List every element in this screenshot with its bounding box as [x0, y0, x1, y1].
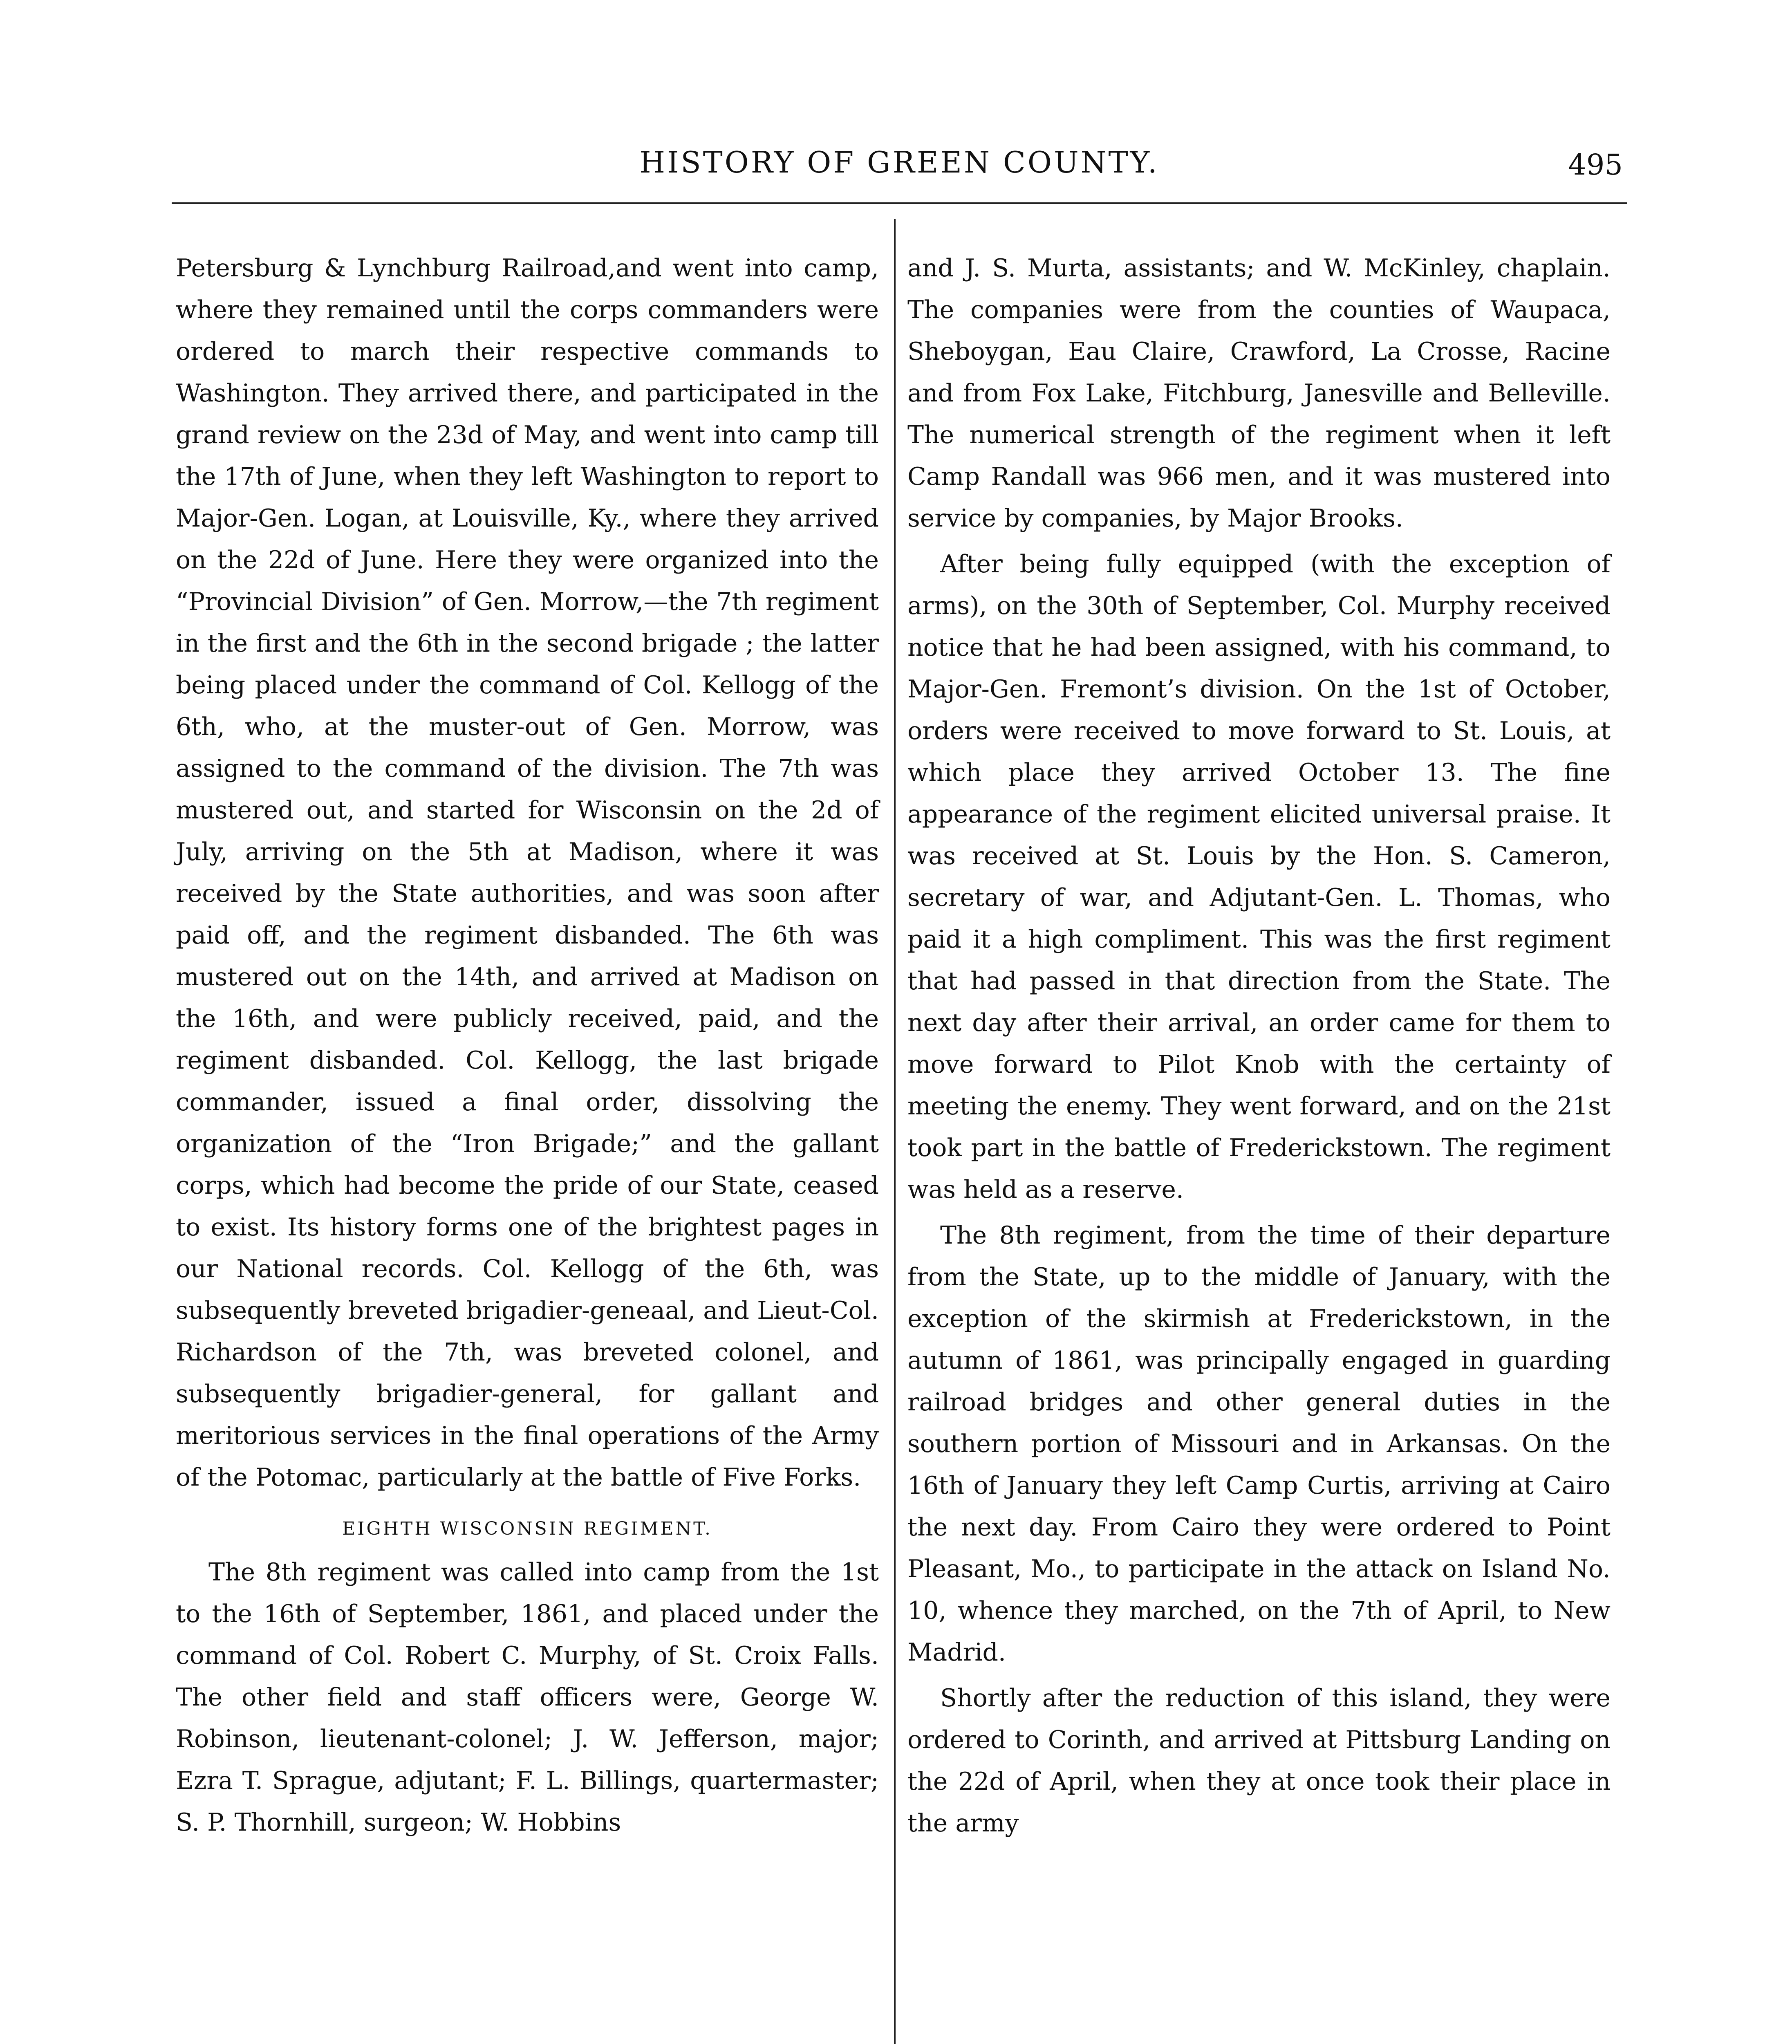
running-head-title: HISTORY OF GREEN COUNTY. [639, 145, 1159, 179]
left-paragraph-1: Petersburg & Lynchburg Railroad,and went into camp, where they remained until the corps commanders were ordered to march their respective commands to Washington. They arrived there, and participated in the grand review on the 23d of May, and went into camp till the 17th of June, when they left Washington to report to Major-Gen. Logan, at Louisville, Ky., where they arrived on the 22d of June. Here they were organized into the “Provincial Division” of Gen. Morrow,—the 7th regiment in the first and the 6th in the second brigade ; the latter being placed under the command of Col. Kellogg of the 6th, who, at the muster-out of Gen. Morrow, was assigned to the command of the division. The 7th was mustered out, and started for Wisconsin on the 2d of July, arriving on the 5th at Madison, where it was received by the State authorities, and was soon after paid off, and the regiment disbanded. The 6th was mustered out on the 14th, and arrived at Madison on the 16th, and were publicly received, paid, and the regiment disbanded. Col. Kellogg, the last brigade commander, issued a final order, dissolving the organization of the “Iron Brigade;” and the gallant corps, which had become the pride of our State, ceased to exist. Its history forms one of the brightest pages in our National records. Col. Kellogg of the 6th, was subsequently breveted brigadier-geneaal, and Lieut-Col. Richardson of the 7th, was breveted colonel, and subsequently brigadier-general, for gallant and meritorious services in the final operations of the Army of the Potomac, particularly at the battle of Five Forks. [176, 254, 879, 1492]
section-heading: EIGHTH WISCONSIN REGIMENT. [342, 1518, 713, 1539]
page-number: 495 [1568, 148, 1623, 182]
column-divider [894, 219, 896, 2044]
left-column [176, 247, 879, 1843]
right-paragraph-2: After being fully equipped (with the exception of arms), on the 30th of September, Col. Murphy received notice that he had been assigned, with his command, to Major-Gen. Fremont’s division. On the 1st of October, orders were received to move forward to St. Louis, at which place they arrived October 13. The fine appearance of the regiment elicited universal praise. It was received at St. Louis by the Hon. S. Cameron, secretary of war, and Adjutant-Gen. L. Thomas, who paid it a high compliment. This was the first regiment that had passed in that direction from the State. The next day after their arrival, an order came for them to move forward to Pilot Knob with the certainty of meeting the enemy. They went forward, and on the 21st took part in the battle of Frederickstown. The regiment was held as a reserve. [907, 550, 1611, 1204]
right-paragraph-1: and J. S. Murta, assistants; and W. McKinley, chaplain. The companies were from the counties of Waupaca, Sheboygan, Eau Claire, Crawford, La Crosse, Racine and from Fox Lake, Fitchburg, Janesville and Belleville. The numerical strength of the regiment when it left Camp Randall was 966 men, and it was mustered into service by companies, by Major Brooks. [907, 254, 1611, 533]
header-rule [172, 202, 1627, 204]
right-column [907, 247, 1611, 1844]
right-paragraph-4: Shortly after the reduction of this island, they were ordered to Corinth, and arrived at Pittsburg Landing on the 22d of April, when they at once took their place in the army [907, 1684, 1611, 1838]
left-paragraph-2: The 8th regiment was called into camp from the 1st to the 16th of September, 1861, and placed under the command of Col. Robert C. Murphy, of St. Croix Falls. The other field and staff officers were, George W. Robinson, lieutenant-colonel; J. W. Jefferson, major; Ezra T. Sprague, adjutant; F. L. Billings, quartermaster; S. P. Thornhill, surgeon; W. Hobbins [176, 1558, 879, 1837]
right-paragraph-3: The 8th regiment, from the time of their departure from the State, up to the middle of January, with the exception of the skirmish at Frederickstown, in the autumn of 1861, was principally engaged in guarding railroad bridges and other general duties in the southern portion of Missouri and in Arkansas. On the 16th of January they left Camp Curtis, arriving at Cairo the next day. From Cairo they were ordered to Point Pleasant, Mo., to participate in the attack on Island No. 10, whence they marched, on the 7th of April, to New Madrid. [907, 1221, 1611, 1667]
